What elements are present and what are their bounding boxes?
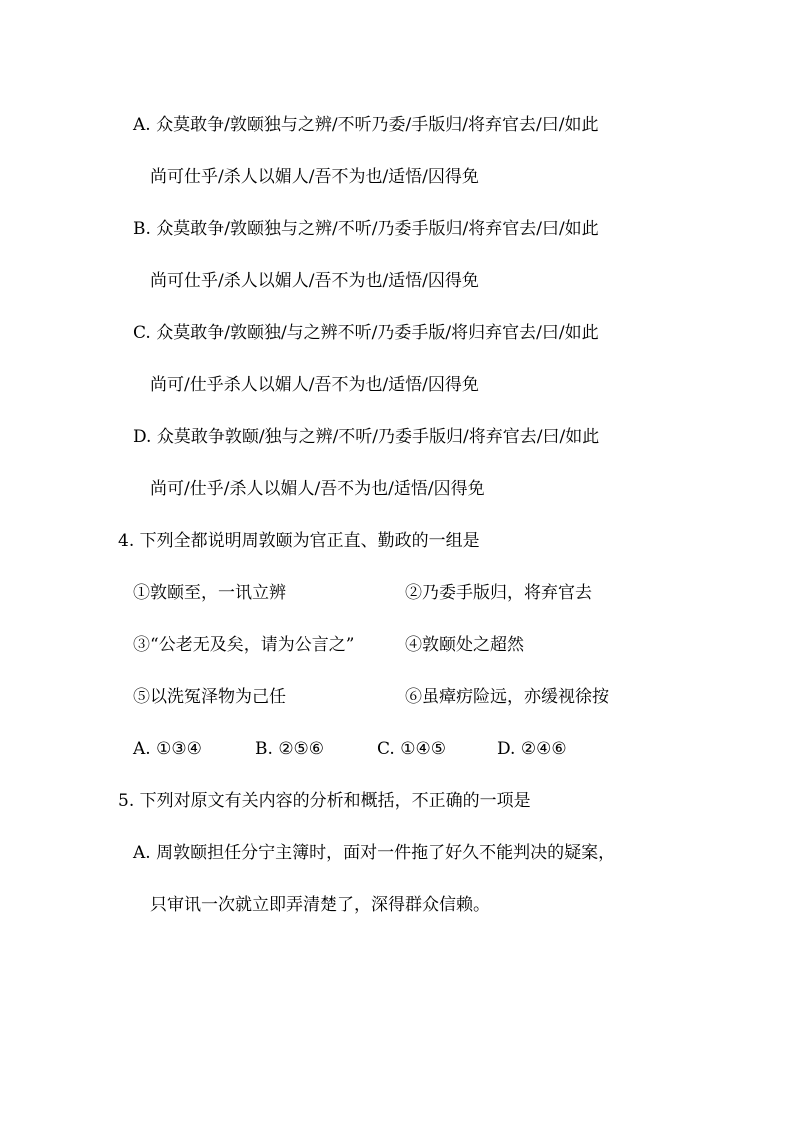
q4-choice-a-value: ①③④ — [156, 739, 202, 759]
q3-option-c-line1 — [133, 322, 599, 344]
q4-number: 4. — [118, 531, 135, 551]
q4-item-3: ③“公老无及矣，请为公言之” — [133, 635, 355, 655]
q3-option-a-line1 — [133, 114, 598, 136]
q3-option-b-text: 众莫敢争/敦颐独与之辨/不听/乃委手版归/将弃官去/曰/如此 — [156, 219, 599, 239]
q3-option-c-label: C. — [133, 323, 151, 343]
q4-item-4: ④敦颐处之超然 — [405, 635, 524, 655]
q3-option-a-label: A. — [133, 115, 151, 135]
q4-choice-c — [377, 738, 446, 760]
q4-choice-a — [133, 738, 202, 760]
q5-stem-text: 下列对原文有关内容的分析和概括，不正确的一项是 — [139, 791, 531, 811]
q3-option-c-text: 众莫敢争/敦颐独/与之辨不听/乃委手版/将归弃官去/曰/如此 — [156, 323, 599, 343]
q3-option-a-line2: 尚可仕乎/杀人以媚人/吾不为也/适悟/囚得免 — [150, 167, 479, 187]
q3-option-d-line1 — [133, 426, 599, 448]
q4-choice-c-value: ①④⑤ — [400, 739, 446, 759]
q3-option-b-label: B. — [133, 219, 151, 239]
q3-option-c-line2: 尚可/仕乎杀人以媚人/吾不为也/适悟/囚得免 — [150, 375, 479, 395]
q3-option-d-text: 众莫敢争敦颐/独与之辨/不听/乃委手版归/将弃官去/曰/如此 — [156, 427, 600, 447]
q4-item-1: ①敦颐至，一讯立辨 — [133, 583, 286, 603]
q5-number: 5. — [118, 791, 135, 811]
q5-option-a-line2: 只审讯一次就立即弄清楚了，深得群众信赖。 — [150, 895, 490, 915]
q4-choice-c-label: C. — [377, 739, 395, 759]
q4-choice-b-value: ②⑤⑥ — [278, 739, 325, 759]
q5-option-a-line1 — [133, 842, 615, 864]
q4-item-6: ⑥虽瘴疠险远，亦缓视徐按 — [405, 687, 609, 707]
q5-option-a-text: 周敦颐担任分宁主簿时，面对一件拖了好久不能判决的疑案， — [156, 843, 616, 863]
q5-option-a-label: A. — [133, 843, 151, 863]
q5-stem — [118, 790, 531, 812]
q3-option-d-line2: 尚可/仕乎/杀人以媚人/吾不为也/适悟/囚得免 — [150, 479, 485, 499]
q4-choice-b-label: B. — [255, 739, 273, 759]
q4-choice-b — [255, 738, 324, 760]
q3-option-b-line2: 尚可仕乎/杀人以媚人/吾不为也/适悟/囚得免 — [150, 271, 479, 291]
q4-stem — [118, 530, 480, 552]
q4-choice-d — [497, 738, 567, 760]
q3-option-b-line1 — [133, 218, 599, 240]
q4-stem-text: 下列全都说明周敦颐为官正直、勤政的一组是 — [139, 531, 480, 551]
q3-option-a-text: 众莫敢争/敦颐独与之辨/不听乃委/手版归/将弃官去/曰/如此 — [156, 115, 599, 135]
q4-item-2: ②乃委手版归，将弃官去 — [405, 583, 592, 603]
q4-item-5: ⑤以洗冤泽物为己任 — [133, 687, 286, 707]
q4-choice-d-label: D. — [497, 739, 516, 759]
q4-choice-a-label: A. — [133, 739, 151, 759]
q3-option-d-label: D. — [133, 427, 152, 447]
q4-choice-d-value: ②④⑥ — [520, 739, 567, 759]
